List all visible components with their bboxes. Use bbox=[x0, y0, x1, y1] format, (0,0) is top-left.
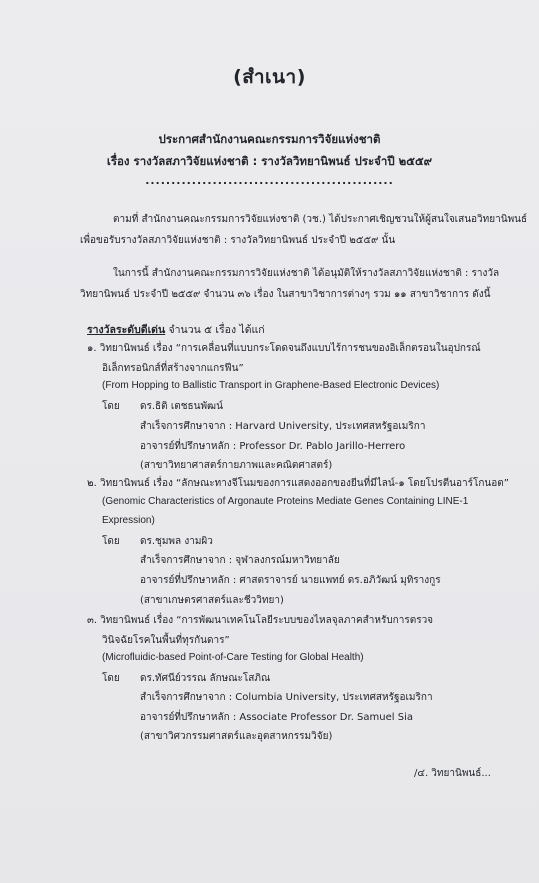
paragraph-1-line-2: เพื่อขอรับรางวัลสภาวิจัยแห่งชาติ : รางวัลวิทยานิพนธ์ ประจำปี ๒๕๕๙ นั้น bbox=[80, 235, 396, 246]
award-1-title-th-1: ๑. วิทยานิพนธ์ เรื่อง “การเคลื่อนที่แบบกระโดดจนถึงแบบไร้การชนของอิเล็กตรอนในอุปกรณ์ bbox=[87, 343, 481, 354]
awards-count: จำนวน ๕ เรื่อง ได้แก่ bbox=[165, 324, 265, 336]
award-2-advisor: อาจารย์ที่ปรึกษาหลัก : ศาสตราจารย์ นายแพทย์ ดร.อภิวัฒน์ มุทิรางกูร bbox=[140, 575, 441, 586]
paragraph-2-line-1: ในการนี้ สำนักงานคณะกรรมการวิจัยแห่งชาติ ได้อนุมัติให้รางวัลสภาวิจัยแห่งชาติ : รางวัล bbox=[113, 268, 500, 279]
award-3-title-th-2: วินิจฉัยโรคในพื้นที่ทุรกันดาร” bbox=[102, 635, 230, 646]
page-continuation: /๔. วิทยานิพนธ์... bbox=[414, 768, 491, 779]
award-3-field: (สาขาวิศวกรรมศาสตร์และอุตสาหกรรมวิจัย) bbox=[140, 731, 333, 742]
announcement-title: ประกาศสำนักงานคณะกรรมการวิจัยแห่งชาติ bbox=[158, 132, 381, 146]
award-2-institution: สำเร็จการศึกษาจาก : จุฬาลงกรณ์มหาวิทยาลัย bbox=[140, 555, 340, 566]
announcement-subject: เรื่อง รางวัลสภาวิจัยแห่งชาติ : รางวัลวิทยานิพนธ์ ประจำปี ๒๕๕๙ bbox=[106, 154, 433, 168]
award-2-title-en-2: Expression) bbox=[102, 515, 155, 526]
award-1-advisor: อาจารย์ที่ปรึกษาหลัก : Professor Dr. Pablo Jarillo-Herrero bbox=[140, 441, 406, 452]
award-2-by-label: โดย bbox=[102, 536, 120, 547]
paragraph-2-line-2: วิทยานิพนธ์ ประจำปี ๒๕๕๙ จำนวน ๓๖ เรื่อง ในสาขาวิชาการต่างๆ รวม ๑๑ สาขาวิชาการ ดังนี้ bbox=[80, 289, 491, 300]
award-3-advisor: อาจารย์ที่ปรึกษาหลัก : Associate Professor Dr. Samuel Sia bbox=[140, 712, 413, 723]
award-2-title-en-1: (Genomic Characteristics of Argonaute Proteins Mediate Genes Containing LINE-1 bbox=[102, 496, 469, 507]
award-3-title-th-1: ๓. วิทยานิพนธ์ เรื่อง “การพัฒนาเทคโนโลยีระบบของไหลจุลภาคสำหรับการตรวจ bbox=[87, 615, 434, 626]
award-1-field: (สาขาวิทยาศาสตร์กายภาพและคณิตศาสตร์) bbox=[140, 460, 333, 471]
award-2-recipient: ดร.ชุมพล งามผิว bbox=[140, 536, 213, 547]
award-2-field: (สาขาเกษตรศาสตร์และชีววิทยา) bbox=[140, 595, 284, 606]
award-3-recipient: ดร.ทัศนีย์วรรณ ลักษณะโสภิณ bbox=[140, 673, 271, 684]
award-1-by-label: โดย bbox=[102, 401, 120, 412]
copy-label: (สำเนา) bbox=[233, 66, 306, 88]
award-1-title-en: (From Hopping to Ballistic Transport in Graphene-Based Electronic Devices) bbox=[102, 380, 440, 391]
awards-heading bbox=[87, 321, 265, 338]
award-1-institution: สำเร็จการศึกษาจาก : Harvard University, ประเทศสหรัฐอเมริกา bbox=[140, 421, 426, 432]
paragraph-1-line-1: ตามที่ สำนักงานคณะกรรมการวิจัยแห่งชาติ (วช.) ได้ประกาศเชิญชวนให้ผู้สนใจเสนอวิทยานิพนธ์ bbox=[113, 214, 528, 225]
award-3-by-label: โดย bbox=[102, 673, 120, 684]
award-3-title-en: (Microfluidic-based Point-of-Care Testing for Global Health) bbox=[102, 652, 364, 663]
title-separator: ................................................ bbox=[145, 174, 394, 187]
award-3-institution: สำเร็จการศึกษาจาก : Columbia University, ประเทศสหรัฐอเมริกา bbox=[140, 692, 433, 703]
award-1-recipient: ดร.ธิติ เตชธนพัฒน์ bbox=[140, 401, 223, 412]
awards-level-label: รางวัลระดับดีเด่น bbox=[87, 324, 166, 336]
award-1-title-th-2: อิเล็กทรอนิกส์ที่สร้างจากแกรฟีน” bbox=[102, 363, 244, 374]
award-2-title-th-1: ๒. วิทยานิพนธ์ เรื่อง “ลักษณะทางจีโนมของการแสดงออกของยีนที่มีไลน์-๑ โดยโปรตีนอาร์โกนอต” bbox=[87, 478, 509, 489]
